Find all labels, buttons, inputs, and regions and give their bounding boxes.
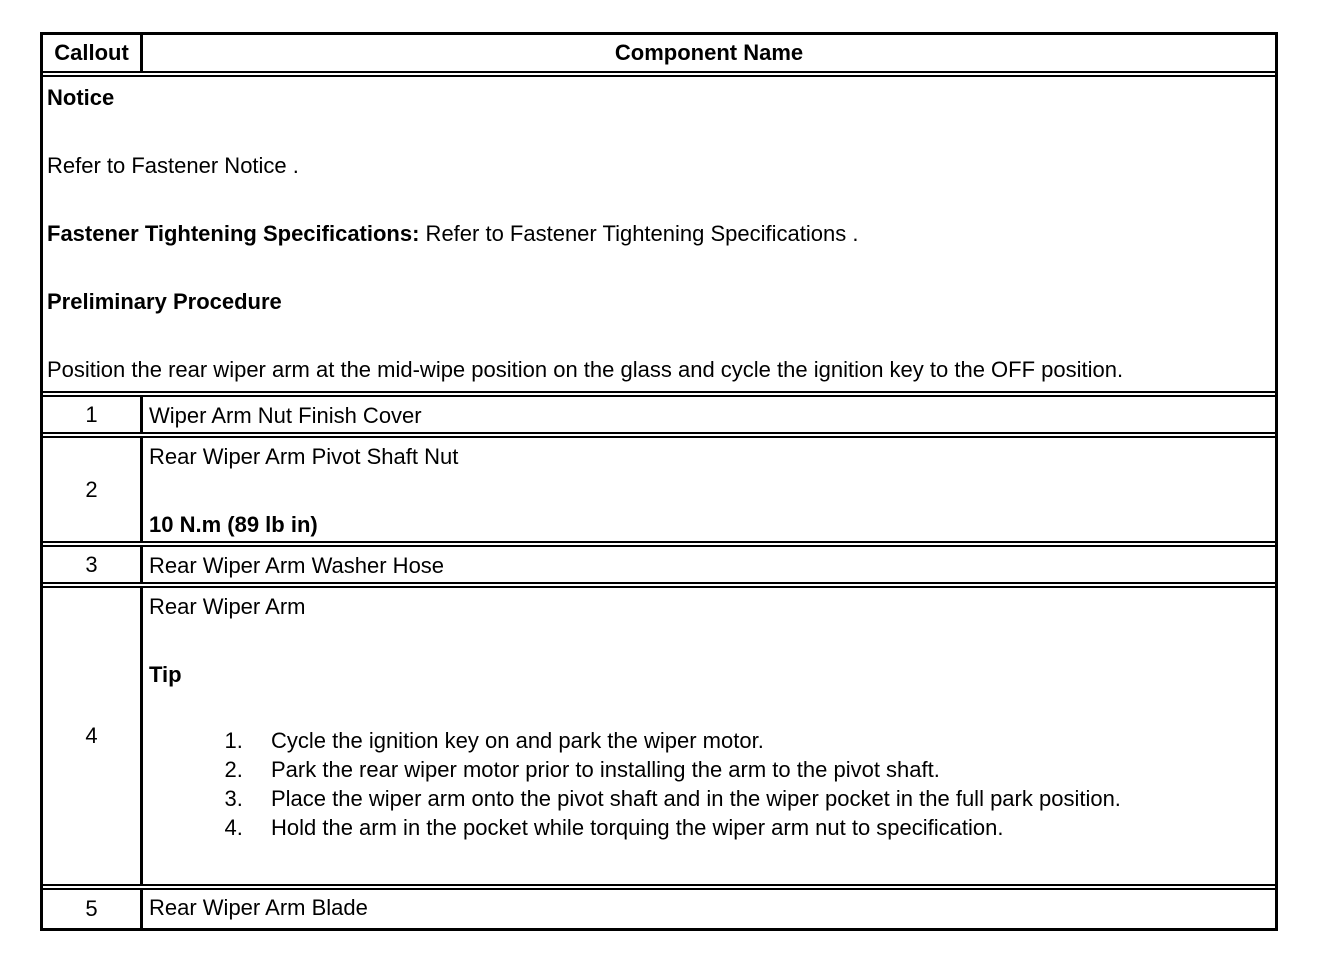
tip-title: Tip [149, 662, 182, 687]
list-item: 3. Place the wiper arm onto the pivot shaft and in the wiper pocket in the full park position. [249, 784, 1269, 813]
preliminary-text: Position the rear wiper arm at the mid-wipe position on the glass and cycle the ignition key to the OFF position. [47, 357, 1124, 382]
callout-number: 2 [43, 438, 143, 541]
callout-number: 3 [43, 547, 143, 582]
table-row [43, 397, 1275, 438]
notice-section [43, 77, 1275, 397]
table-row [43, 547, 1275, 588]
table-row [43, 438, 1275, 547]
fastener-spec-text: Refer to Fastener Tightening Specifications . [419, 221, 859, 246]
table-header [43, 35, 1275, 77]
header-callout: Callout [43, 35, 143, 71]
component-table [40, 32, 1278, 931]
list-item: 1. Cycle the ignition key on and park the wiper motor. [249, 726, 1269, 755]
fastener-spec-line [47, 217, 1271, 251]
fastener-spec-label: Fastener Tightening Specifications: [47, 221, 420, 246]
component-name: Rear Wiper Arm Washer Hose [149, 553, 445, 578]
tip-list [149, 726, 1269, 842]
component-name: Rear Wiper Arm Pivot Shaft Nut [149, 444, 459, 469]
notice-refer-text: Refer to Fastener Notice . [47, 153, 299, 178]
component-name: Rear Wiper Arm Blade [149, 895, 368, 920]
callout-number: 1 [43, 397, 143, 432]
torque-spec: 10 N.m (89 lb in) [149, 512, 318, 537]
component-name: Rear Wiper Arm [149, 594, 306, 619]
component-name: Wiper Arm Nut Finish Cover [149, 403, 422, 428]
callout-number: 4 [43, 588, 143, 884]
header-component-name: Component Name [614, 40, 804, 65]
table-row [43, 588, 1275, 890]
list-item: 2. Park the rear wiper motor prior to installing the arm to the pivot shaft. [249, 755, 1269, 784]
notice-title: Notice [47, 85, 115, 110]
table-row [43, 890, 1275, 928]
preliminary-title: Preliminary Procedure [47, 289, 282, 314]
list-item: 4. Hold the arm in the pocket while torquing the wiper arm nut to specification. [249, 813, 1269, 842]
callout-number: 5 [43, 890, 143, 928]
